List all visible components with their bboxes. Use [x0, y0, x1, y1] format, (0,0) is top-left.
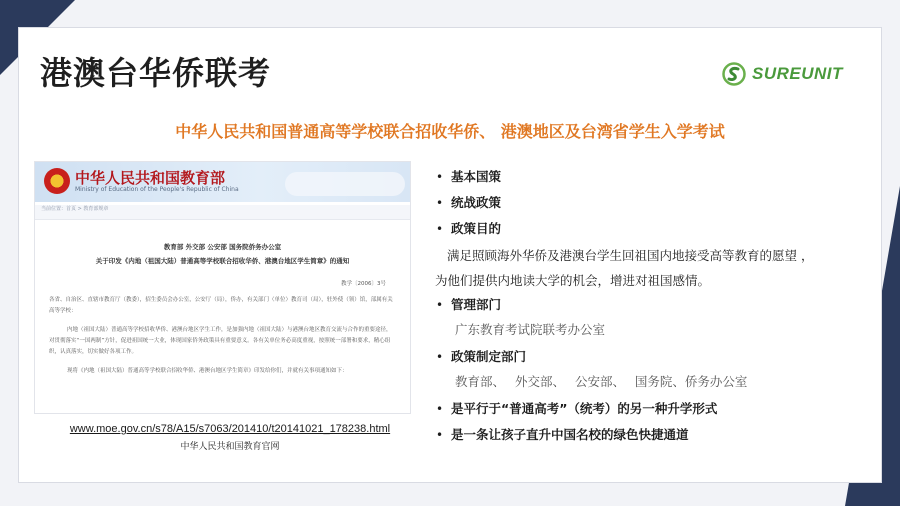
source-link[interactable]: www.moe.gov.cn/s78/A15/s7063/201410/t20141021_178238.html: [69, 423, 391, 435]
logo-text: SUREUNIT: [752, 64, 843, 83]
bullet-dot: •: [436, 196, 444, 210]
document-number: 教学〔2006〕3号: [341, 281, 386, 287]
bullet-text: 政策制定部门: [451, 349, 527, 364]
bullet-item: [435, 296, 865, 322]
bullet-text: 政策目的: [451, 221, 502, 236]
bullet-dot: •: [436, 222, 444, 236]
moe-website-screenshot: [34, 161, 411, 414]
bullet-item: [435, 220, 865, 246]
website-name: 中华人民共和国教育部: [75, 169, 226, 187]
policy-dept-text: 教育部、 外交部、 公安部、 国务院、侨务办公室: [455, 374, 748, 389]
bullet-dot: •: [436, 298, 444, 312]
bullet-item: [435, 426, 865, 452]
website-name-en: Ministry of Education of the People's Republic of China: [75, 186, 239, 193]
bullet-dot: •: [436, 170, 444, 184]
bullet-item: [435, 168, 865, 194]
document-paragraph: 现将《内地（祖国大陆）普通高等学校联合招收华侨、港澳台地区学生简章》印发给你们，并就有关事项通知如下：: [67, 368, 348, 374]
document-paragraph: 各省、自治区、直辖市教育厅（教委），招生委员会办公室，公安厅（局），侨办，有关部门（单位）教育司（局），驻外使（领）馆，部属有关高等学校：: [49, 297, 393, 314]
document-body: [35, 220, 410, 377]
bullet-list: [435, 168, 865, 452]
source-caption: 中华人民共和国教育官网: [180, 442, 280, 452]
bullet-dot: •: [436, 402, 444, 416]
bullet-item: [435, 194, 865, 220]
sureunit-logo-icon: [722, 62, 746, 86]
bullet-item: [435, 348, 865, 374]
bullet-text: 统战政策: [451, 195, 502, 210]
bullet-dot: •: [436, 350, 444, 364]
bullet-item: [435, 400, 865, 426]
national-emblem-icon: [44, 168, 70, 194]
bullet-text: 是一条让孩子直升中国名校的绿色快捷通道: [451, 427, 689, 442]
page-title: 港澳台华侨联考: [40, 54, 272, 92]
policy-purpose-line-1: 满足照顾海外华侨及港澳台学生回祖国内地接受高等教育的愿望 ，: [447, 248, 814, 263]
bullet-text: 基本国策: [451, 169, 502, 184]
document-issuer: 教育部 外交部 公安部 国务院侨务办公室: [163, 243, 282, 251]
header-cloud-decoration: [285, 172, 405, 196]
website-header: [35, 162, 410, 202]
subtitle: 中华人民共和国普通高等学校联合招收华侨、 港澳地区及台湾省学生入学考试: [175, 122, 725, 141]
policy-purpose-line-2: 为他们提供内地读大学的机会，增进对祖国感情。: [435, 273, 711, 288]
bullet-dot: •: [436, 428, 444, 442]
document-title: 关于印发《内地（祖国大陆）普通高等学校联合招收华侨、港澳台地区学生简章》的通知: [95, 257, 350, 265]
bullet-text: 管理部门: [451, 297, 502, 312]
policy-purpose-text: [435, 243, 865, 293]
bullet-text: 是平行于“普通高考”（统考）的另一种升学形式: [451, 401, 718, 416]
sureunit-logo: [722, 62, 843, 86]
breadcrumb: 当前位置：首页 > 教育部规章: [41, 206, 109, 212]
website-nav: [35, 205, 410, 220]
management-dept-text: 广东教育考试院联考办公室: [455, 322, 606, 337]
document-paragraph: 内地（祖国大陆）普通高等学校招收华侨、港澳台地区学生工作，是加强内地（祖国大陆）与港澳台地区教育交流与合作的重要途径，对贯彻落实“一国两制”方针，促进祖国统一大业，体现国家侨务政策具有重要意义。各有关单位务必高度重视，按照统一部署和要求，精心组织，认真落实，切实做好各项工作。: [49, 327, 392, 355]
